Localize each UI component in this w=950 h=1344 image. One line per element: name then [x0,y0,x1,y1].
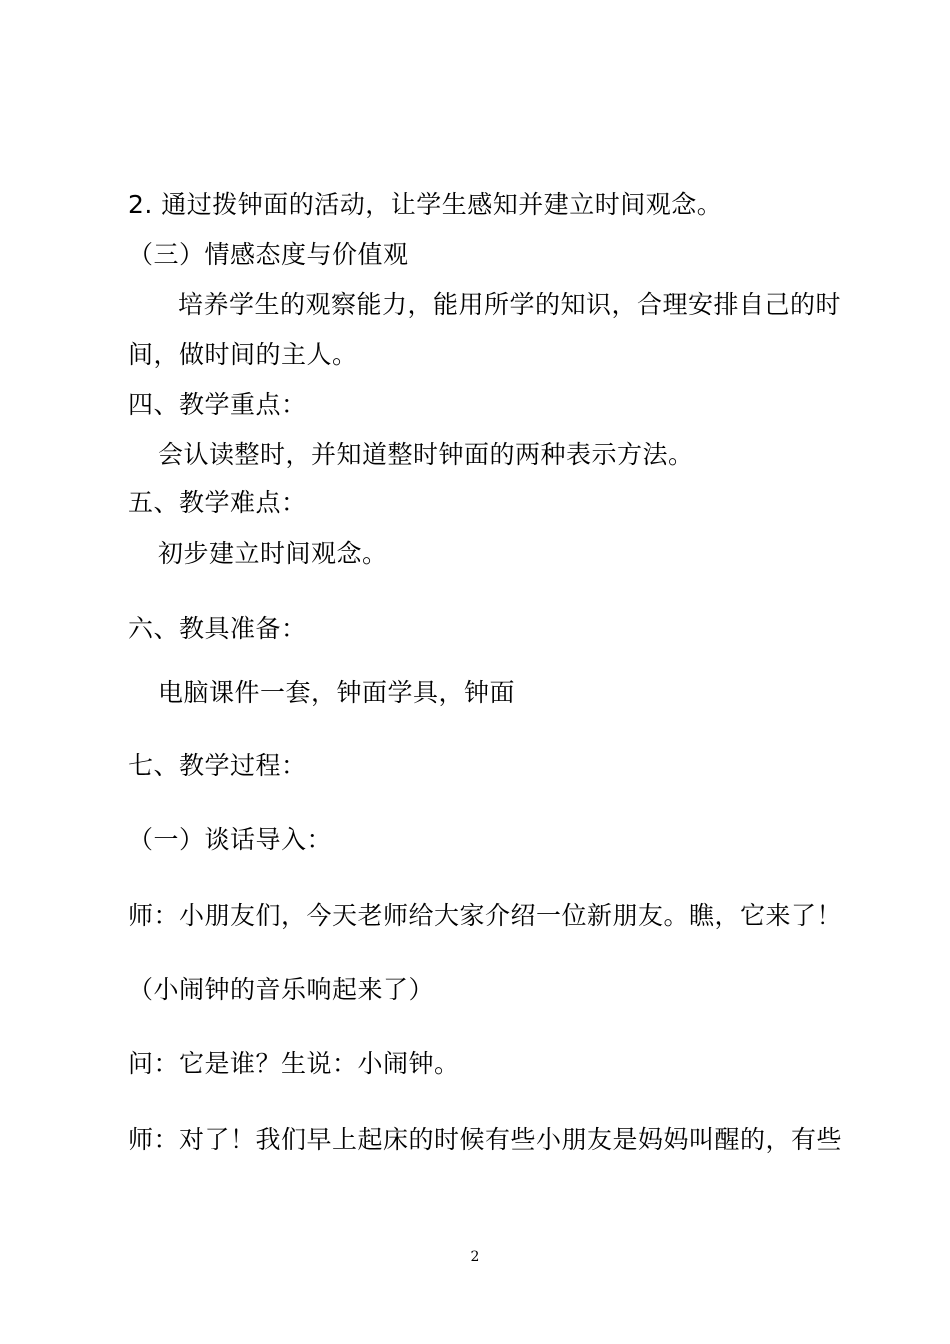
stage-direction: （小闹钟的音乐响起来了） [128,975,435,1004]
emotion-values-paragraph-line-2: 间，做时间的主人。 [128,340,358,369]
dialogue-line-3: 师：对了！我们早上起床的时候有些小朋友是妈妈叫醒的，有些 [128,1125,843,1154]
page-number: 2 [470,1249,480,1265]
section-heading-difficulties: 五、教学难点： [128,488,307,517]
section-heading-emotion-values: （三）情感态度与价值观 [128,240,409,269]
section-heading-materials: 六、教具准备： [128,614,307,643]
materials-text: 电脑课件一套，钟面学具，钟面 [158,678,516,707]
key-points-text: 会认读整时，并知道整时钟面的两种表示方法。 [158,440,694,469]
dialogue-line-1: 师：小朋友们，今天老师给大家介绍一位新朋友。瞧，它来了！ [128,901,843,930]
subsection-heading-intro: （一）谈话导入： [128,825,333,854]
emotion-values-paragraph-line-1: 培养学生的观察能力，能用所学的知识，合理安排自己的时 [178,290,842,319]
difficulties-text: 初步建立时间观念。 [158,539,388,568]
section-heading-key-points: 四、教学重点： [128,390,307,419]
objective-2-text: 2. 通过拨钟面的活动，让学生感知并建立时间观念。 [128,190,723,219]
section-heading-process: 七、教学过程： [128,751,307,780]
dialogue-line-2: 问：它是谁？生说：小闹钟。 [128,1049,460,1078]
